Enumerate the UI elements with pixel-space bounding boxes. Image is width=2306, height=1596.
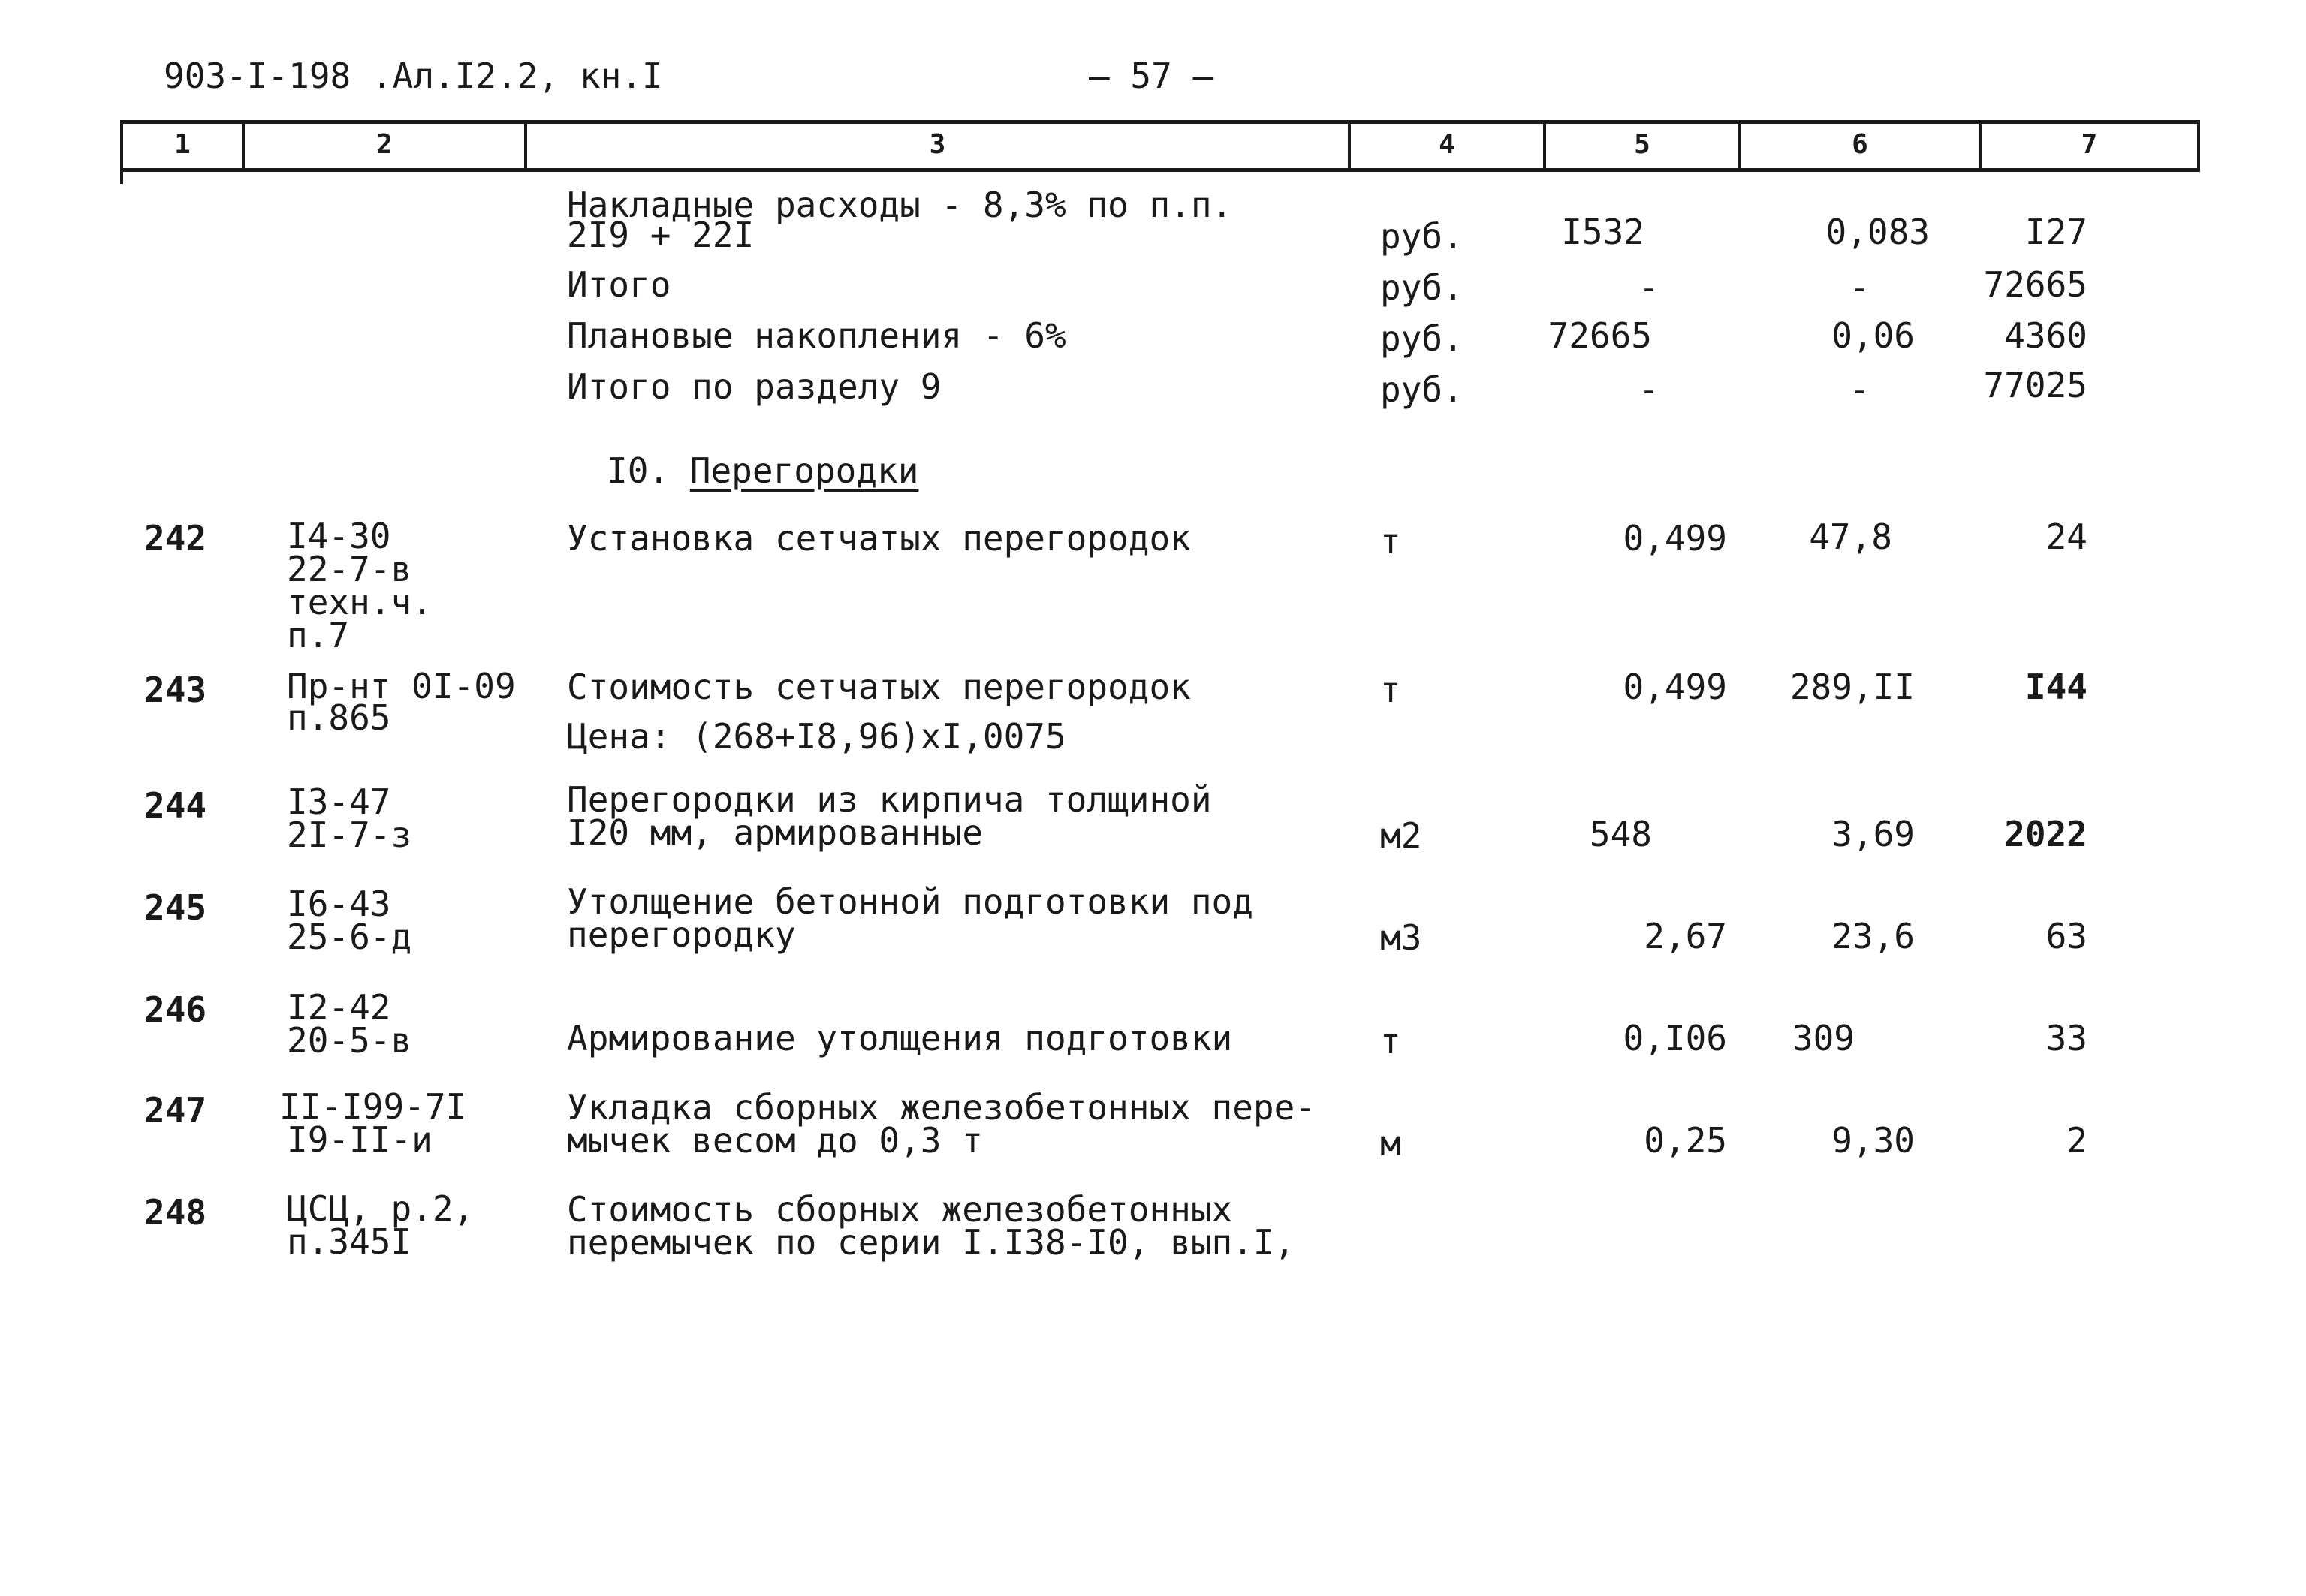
row-unit: т	[1380, 1021, 1401, 1061]
row-description: Перегородки из кирпича толщиной	[567, 779, 1212, 820]
column-number: 6	[1852, 129, 1868, 160]
summary-unit: руб.	[1380, 216, 1463, 257]
row-number: 248	[144, 1192, 207, 1233]
summary-value-col6: 0,083	[1825, 212, 1930, 252]
row-description-continuation: I20 мм, армированные	[567, 812, 983, 853]
summary-unit: руб.	[1380, 267, 1463, 308]
summary-value-col5: -	[1638, 369, 1659, 410]
summary-value-col7: 72665	[1983, 264, 2087, 305]
row-unit: м2	[1380, 815, 1422, 856]
row-description-continuation: мычек весом до 0,3 т	[567, 1120, 983, 1161]
column-number: 4	[1439, 129, 1455, 160]
row-value-col6: 47,8	[1809, 516, 1892, 557]
row-code-line: I3-47	[287, 781, 391, 822]
row-code-line: 20-5-в	[287, 1020, 412, 1061]
row-number: 246	[144, 989, 207, 1030]
row-description-continuation: перемычек по серии I.I38-I0, вып.I,	[567, 1222, 1295, 1263]
row-description: Утолщение бетонной подготовки под	[567, 881, 1253, 922]
row-code-line: п.345I	[287, 1221, 412, 1262]
section-number: I0.	[607, 450, 670, 491]
row-unit: т	[1380, 521, 1401, 562]
summary-value-col7: 4360	[2004, 315, 2087, 356]
header-bottom-line	[120, 168, 2200, 172]
row-number: 247	[144, 1090, 207, 1131]
row-code-line: 22-7-в	[287, 549, 412, 589]
row-number: 242	[144, 518, 207, 559]
section-name: Перегородки	[689, 450, 919, 491]
summary-value-col7: 77025	[1983, 365, 2087, 405]
row-code-line: ЦСЦ, р.2,	[287, 1188, 475, 1229]
row-number: 244	[144, 785, 207, 826]
row-value-col6: 23,6	[1831, 916, 1915, 956]
row-code-line: п.7	[287, 615, 350, 655]
row-code-line: I6-43	[287, 884, 391, 924]
row-code-line: I2-42	[287, 987, 391, 1028]
row-value-col6: 3,69	[1831, 814, 1915, 854]
summary-text: Плановые накопления - 6%	[567, 315, 1066, 356]
row-code-line: 25-6-д	[287, 917, 412, 957]
row-value-col5: 0,25	[1644, 1120, 1727, 1161]
summary-text-continuation: 2I9 + 22I	[567, 215, 755, 255]
column-number: 1	[174, 129, 191, 160]
section-title	[607, 450, 919, 491]
summary-text: Накладные расходы - 8,3% по п.п.	[567, 185, 1233, 225]
row-description-continuation: перегородку	[567, 914, 796, 955]
summary-value-col5: I532	[1561, 212, 1644, 252]
summary-value-col6: -	[1849, 369, 1870, 410]
row-number: 245	[144, 887, 207, 928]
summary-value-col6: 0,06	[1831, 315, 1915, 356]
column-number: 7	[2081, 129, 2098, 160]
row-value-col7: 24	[2045, 516, 2087, 557]
summary-value-col5: -	[1638, 267, 1659, 308]
page-number: — 57 —	[1089, 56, 1214, 96]
document-code: 903-I-198 .Ал.I2.2, кн.I	[164, 56, 663, 96]
row-value-col5: 0,I06	[1623, 1018, 1727, 1058]
column-divider	[2197, 120, 2200, 171]
row-description: Установка сетчатых перегородок	[567, 518, 1191, 559]
row-value-col5: 0,499	[1623, 667, 1727, 707]
column-number: 5	[1634, 129, 1650, 160]
row-code-line: 2I-7-з	[287, 815, 412, 855]
summary-value-col6: -	[1849, 267, 1870, 308]
row-code-line: I4-30	[287, 516, 391, 556]
column-number: 3	[929, 129, 946, 160]
row-value-col6: 289,II	[1789, 667, 1915, 707]
row-code-line: II-I99-7I	[279, 1086, 467, 1127]
row-value-col6: 309	[1792, 1018, 1855, 1058]
row-code-line: I9-II-и	[287, 1119, 433, 1160]
row-unit: м3	[1380, 917, 1422, 958]
row-value-col5: 0,499	[1623, 518, 1727, 559]
row-code-line: Пр-нт 0I-09	[287, 666, 516, 706]
summary-text: Итого	[567, 264, 671, 305]
row-value-col7: I44	[2024, 667, 2087, 707]
summary-unit: руб.	[1380, 369, 1463, 410]
row-description: Армирование утолщения подготовки	[567, 1018, 1233, 1058]
row-number: 243	[144, 670, 207, 710]
row-value-col5: 548	[1589, 814, 1652, 854]
row-description: Стоимость сборных железобетонных	[567, 1189, 1233, 1230]
row-value-col7: 2022	[2004, 814, 2087, 854]
row-value-col6: 9,30	[1831, 1120, 1915, 1161]
row-description-continuation: Цена: (268+I8,96)хI,0075	[567, 716, 1066, 757]
row-value-col7: 33	[2045, 1018, 2087, 1058]
summary-value-col5: 72665	[1548, 315, 1652, 356]
row-description: Стоимость сетчатых перегородок	[567, 667, 1191, 707]
row-code-line: техн.ч.	[287, 582, 433, 622]
column-number: 2	[376, 129, 393, 160]
row-value-col5: 2,67	[1644, 916, 1727, 956]
summary-value-col7: I27	[2024, 212, 2087, 252]
row-unit: т	[1380, 670, 1401, 710]
summary-unit: руб.	[1380, 318, 1463, 359]
row-value-col7: 2	[2066, 1120, 2087, 1161]
summary-text: Итого по разделу 9	[567, 366, 942, 407]
row-unit: м	[1380, 1123, 1401, 1164]
row-description: Укладка сборных железобетонных пере-	[567, 1087, 1316, 1128]
row-code-line: п.865	[287, 697, 391, 738]
row-value-col7: 63	[2045, 916, 2087, 956]
header-top-line	[120, 120, 2200, 124]
